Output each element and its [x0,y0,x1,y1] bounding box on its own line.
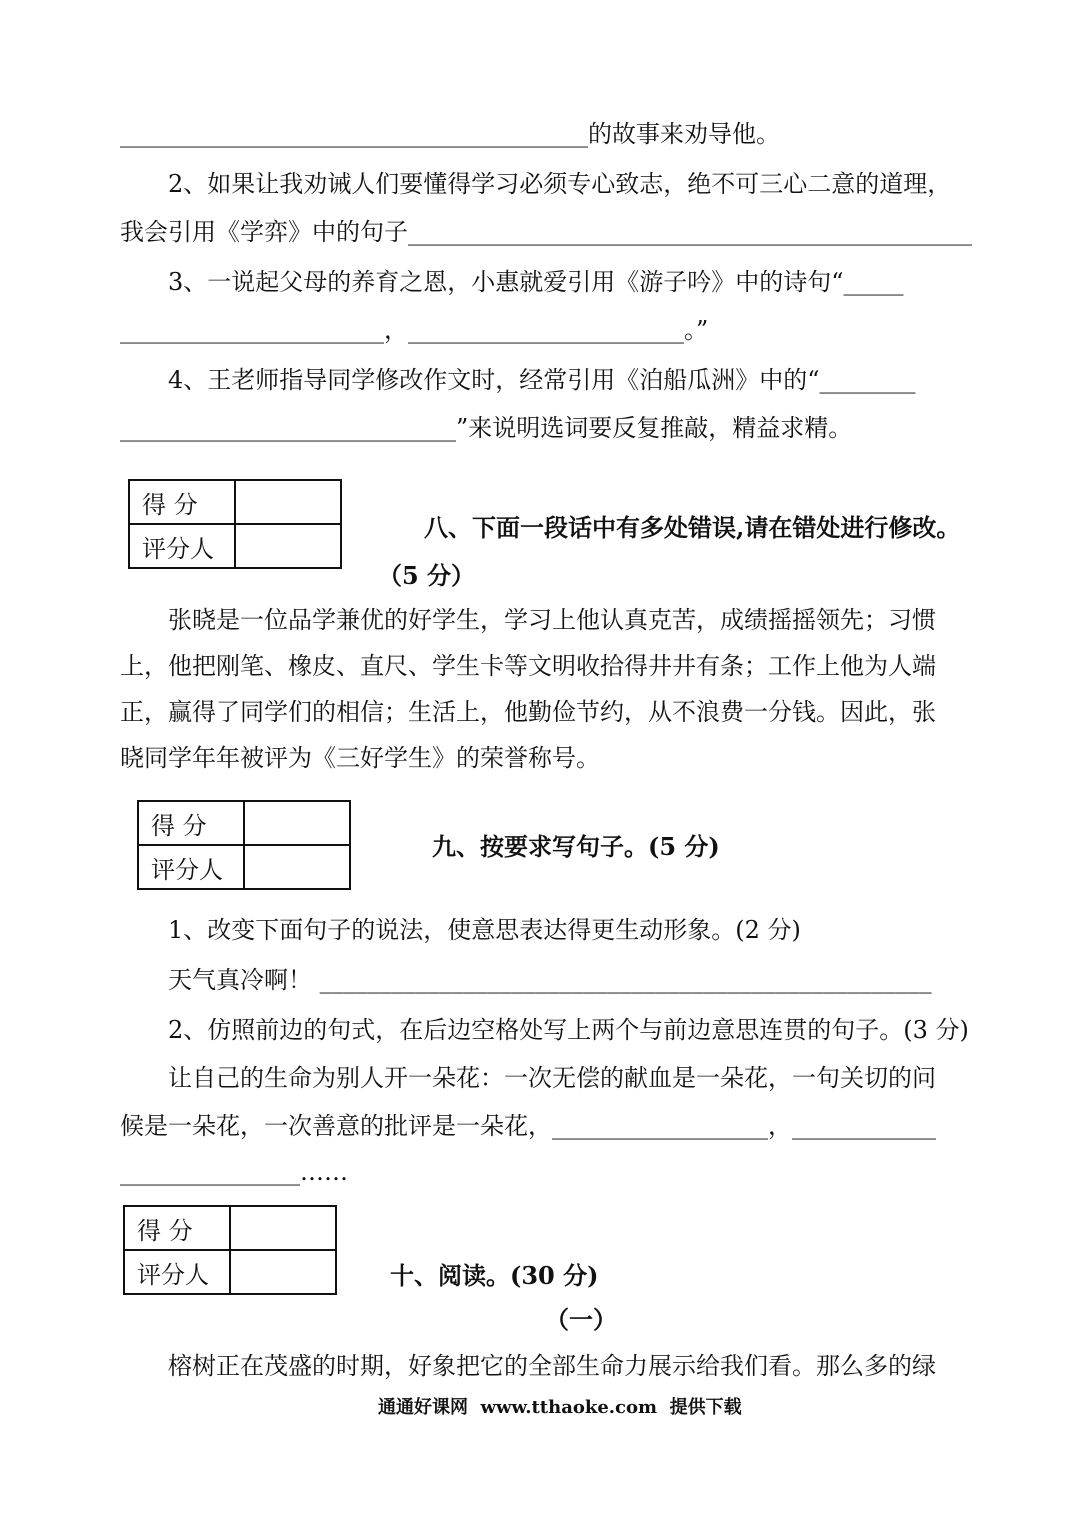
section-9-question-1: 1、改变下面句子的说法，使意思表达得更生动形象。(2 分) [168,916,801,944]
question-3-line-2: ______________________，_______________________。” [120,316,709,344]
section-8-heading: 八、下面一段话中有多处错误,请在错处进行修改。 [424,513,961,542]
grader-blank[interactable] [230,1250,336,1294]
score-label: 得 分 [129,480,235,524]
section-9-heading: 九、按要求写句子。(5 分) [432,832,720,861]
grader-blank[interactable] [235,524,341,568]
section-8-paragraph-line-2: 上，他把刚笔、橡皮、直尺、学生卡等文明收拾得井井有条；工作上他为人端 [120,652,936,680]
section-9-question-2-line-3: _______________…… [120,1158,348,1186]
footer-credit: 通通好课网 www.tthaoke.com 提供下载 [378,1397,742,1418]
fill-line-story: _______________________________________的故事来劝导他。 [120,120,780,148]
score-box-section-8 [128,479,342,569]
question-4-line-1: 4、王老师指导同学修改作文时，经常引用《泊船瓜洲》中的“________ [168,366,916,394]
score-blank[interactable] [230,1206,336,1250]
question-3-line-1: 3、一说起父母的养育之恩，小惠就爱引用《游子吟》中的诗句“_____ [168,268,904,296]
section-9-question-1-sentence: 天气真冷啊！ ___________________________________________________ [168,966,932,994]
score-box-section-10 [123,1205,337,1295]
score-blank[interactable] [235,480,341,524]
grader-blank[interactable] [244,845,350,889]
question-2-line-2: 我会引用《学弈》中的句子_______________________________________________ [120,218,972,246]
section-9-question-2-line-1: 让自己的生命为别人开一朵花：一次无偿的献血是一朵花，一句关切的问 [168,1064,936,1092]
score-blank[interactable] [244,801,350,845]
score-box-section-9 [137,800,351,890]
score-label: 得 分 [138,801,244,845]
question-4-line-2: ____________________________”来说明选词要反复推敲，精益求精。 [120,414,853,442]
section-8-points: （5 分） [378,561,476,590]
section-10-subheading: （一） [545,1305,617,1334]
section-8-paragraph-line-4: 晓同学年年被评为《三好学生》的荣誉称号。 [120,744,600,772]
grader-label: 评分人 [138,845,244,889]
section-10-heading: 十、阅读。(30 分) [390,1261,599,1290]
grader-label: 评分人 [124,1250,230,1294]
question-2-line-1: 2、如果让我劝诫人们要懂得学习必须专心致志，绝不可三心二意的道理， [168,170,952,198]
section-8-paragraph-line-1: 张晓是一位品学兼优的好学生，学习上他认真克苦，成绩摇摇领先；习惯 [168,606,936,634]
section-10-reading-line-1: 榕树正在茂盛的时期，好象把它的全部生命力展示给我们看。那么多的绿 [168,1352,936,1380]
section-9-question-2-line-2: 候是一朵花，一次善意的批评是一朵花，__________________，____________ [120,1112,936,1140]
score-label: 得 分 [124,1206,230,1250]
grader-label: 评分人 [129,524,235,568]
section-8-paragraph-line-3: 正，赢得了同学们的相信；生活上，他勤俭节约，从不浪费一分钱。因此，张 [120,698,936,726]
section-9-question-2: 2、仿照前边的句式，在后边空格处写上两个与前边意思连贯的句子。(3 分) [168,1016,969,1044]
